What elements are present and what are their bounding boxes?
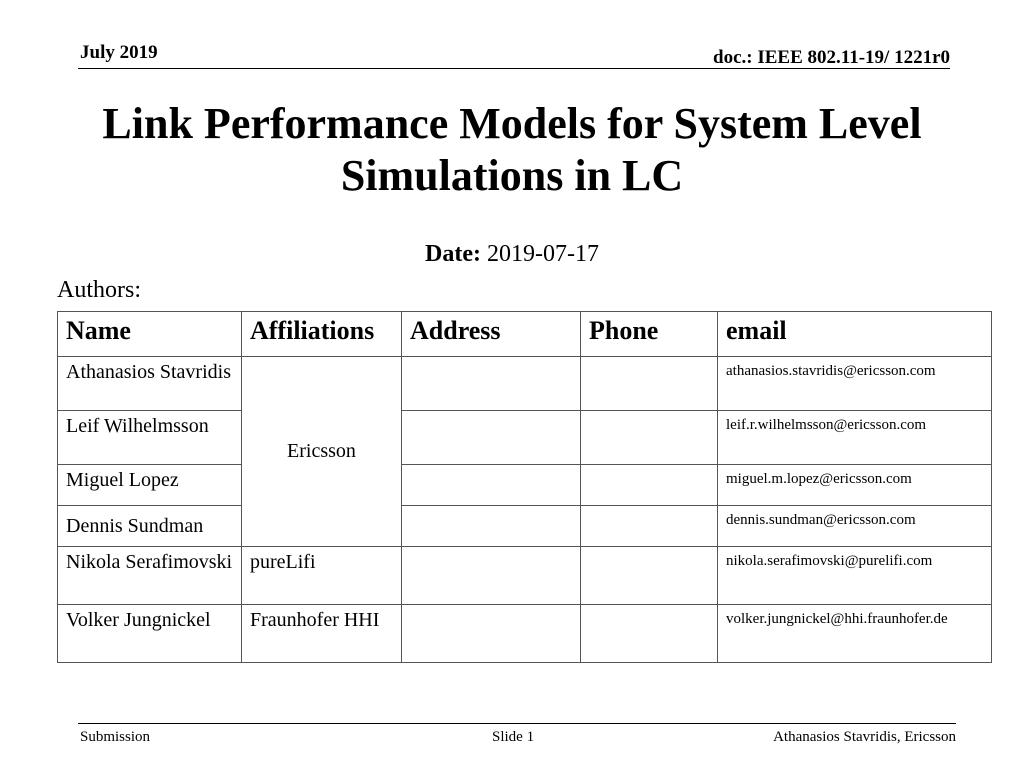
author-address <box>402 605 581 663</box>
table-header-row <box>58 312 992 357</box>
table-row <box>58 605 992 663</box>
authors-table <box>57 311 992 663</box>
author-address <box>402 506 581 547</box>
title-line-1: Link Performance Models for System Level <box>102 99 922 148</box>
footer-submission: Submission <box>80 729 151 745</box>
author-name: Volker Jungnickel <box>58 605 242 663</box>
author-affiliation: Fraunhofer HHI <box>242 605 402 663</box>
author-phone <box>581 506 718 547</box>
slide-title <box>0 98 1024 202</box>
author-address <box>402 357 581 411</box>
column-header-affiliations: Affiliations <box>242 312 402 357</box>
author-address <box>402 547 581 605</box>
column-header-phone: Phone <box>581 312 718 357</box>
authors-label: Authors: <box>57 277 141 303</box>
author-name: Dennis Sundman <box>58 506 242 547</box>
footer-slide-number: Slide 1 <box>492 729 535 745</box>
author-name: Miguel Lopez <box>58 465 242 506</box>
author-email: dennis.sundman@ericsson.com <box>718 506 992 547</box>
header-doc-id: doc.: IEEE 802.11-19/ 1221r0 <box>713 47 950 68</box>
author-phone <box>581 411 718 465</box>
footer-rule <box>78 723 956 724</box>
author-affiliation: pureLifi <box>242 547 402 605</box>
column-header-email: email <box>718 312 992 357</box>
title-line-2: Simulations in LC <box>340 151 684 200</box>
author-affiliation: Ericsson <box>242 357 402 547</box>
table-row <box>58 357 992 411</box>
table-row <box>58 506 992 547</box>
table-row <box>58 547 992 605</box>
column-header-address: Address <box>402 312 581 357</box>
author-name: Leif Wilhelmsson <box>58 411 242 465</box>
author-email: leif.r.wilhelmsson@ericsson.com <box>718 411 992 465</box>
author-phone <box>581 357 718 411</box>
author-email: volker.jungnickel@hhi.fraunhofer.de <box>718 605 992 663</box>
date-line <box>0 241 1024 268</box>
date-label: Date: <box>425 241 481 267</box>
author-phone <box>581 547 718 605</box>
author-address <box>402 411 581 465</box>
author-email: nikola.serafimovski@purelifi.com <box>718 547 992 605</box>
header-rule <box>78 68 950 69</box>
table-row <box>58 465 992 506</box>
column-header-name: Name <box>58 312 242 357</box>
header-date: July 2019 <box>80 42 158 63</box>
author-email: miguel.m.lopez@ericsson.com <box>718 465 992 506</box>
table-row <box>58 411 992 465</box>
author-address <box>402 465 581 506</box>
footer-author: Athanasios Stavridis, Ericsson <box>773 729 956 745</box>
author-email: athanasios.stavridis@ericsson.com <box>718 357 992 411</box>
author-phone <box>581 465 718 506</box>
author-phone <box>581 605 718 663</box>
author-name: Nikola Serafimovski <box>58 547 242 605</box>
author-name: Athanasios Stavridis <box>58 357 242 411</box>
date-value: 2019-07-17 <box>480 241 599 267</box>
